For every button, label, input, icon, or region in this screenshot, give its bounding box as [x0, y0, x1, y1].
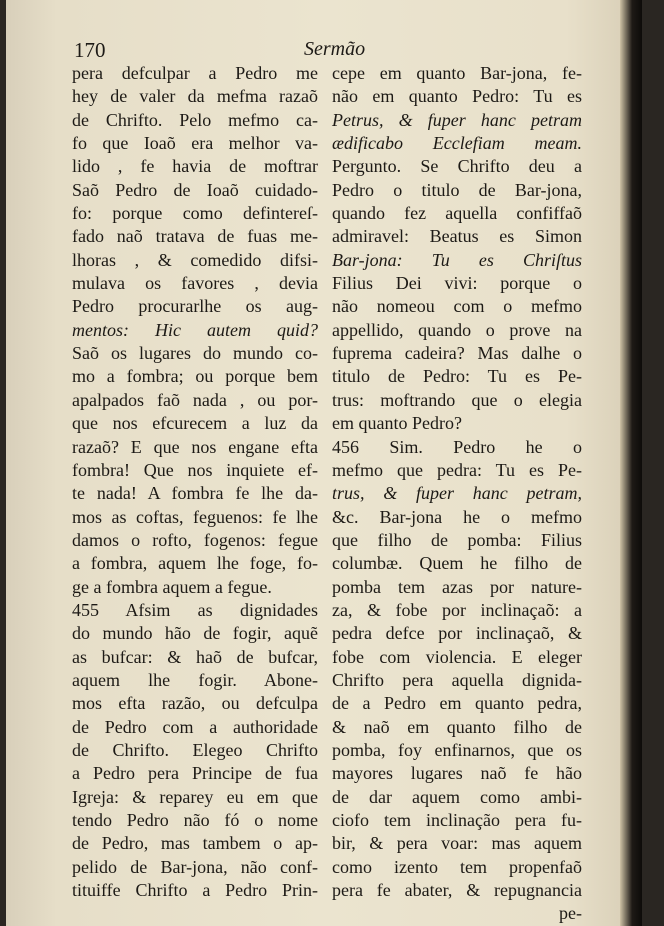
text-line: de dar aquem como ambi- — [332, 786, 582, 807]
text-line: do mundo hão de fogir, aquẽ — [72, 623, 318, 644]
text-line: lhoras , & comedido difsi- — [72, 249, 318, 270]
text-line: fado naõ tratava de fuas me- — [72, 226, 318, 247]
text-line: as bufcar: & haõ de bufcar, — [72, 646, 318, 667]
text-line: Pedro procurarlhe os aug- — [72, 296, 318, 317]
text-line: 456 Sim. Pedro he o — [332, 436, 582, 457]
text-line: Igreja: & reparey eu em que — [72, 786, 318, 807]
left-text-column — [72, 62, 318, 902]
text-line: pera fe abater, & repugnancia — [332, 880, 582, 901]
text-line: lido , fe havia de moftrar — [72, 156, 318, 177]
text-line: Pergunto. Se Chrifto deu a — [332, 156, 582, 177]
text-line: mentos: Hic autem quid? — [72, 319, 318, 340]
text-line: Pedro o titulo de Bar-jona, — [332, 179, 582, 200]
text-line: trus: moftrando que o elegia — [332, 389, 582, 410]
text-line: fuprema cadeira? Mas dalhe o — [332, 343, 582, 364]
text-line: appellido, quando o prove na — [332, 319, 582, 340]
text-line: como izento tem propenfaõ — [332, 856, 582, 877]
text-line: em quanto Pedro? — [332, 413, 462, 434]
text-line: aquem lhe fogir. Abone- — [72, 669, 318, 690]
text-line: mos as coftas, feguenos: fe lhe — [72, 506, 318, 527]
text-line: bir, & pera voar: mas aquem — [332, 833, 582, 854]
text-line: ædificabo Ecclefiam meam. — [332, 133, 582, 154]
text-line: fo que Ioaõ era melhor va- — [72, 133, 318, 154]
text-line: Bar-jona: Tu es Chriſtus — [332, 249, 582, 270]
text-line: columbæ. Quem he filho de — [332, 553, 582, 574]
text-line: Filius Dei vivi: porque o — [332, 273, 582, 294]
right-text-column — [332, 62, 582, 926]
text-line: & naõ em quanto filho de — [332, 716, 582, 737]
text-line: hey de valer da mefma razaõ — [72, 86, 318, 107]
text-line: quando fez aquella confiffaõ — [332, 203, 582, 224]
text-line: ge a fombra aquem a fegue. — [72, 576, 272, 597]
text-line: que nos efcurecem a luz da — [72, 413, 318, 434]
text-line: de a Pedro em quanto pedra, — [332, 693, 582, 714]
page-edge-shadow — [620, 0, 642, 926]
text-line: fo: porque como defintereſ- — [72, 203, 318, 224]
text-line: admiravel: Beatus es Simon — [332, 226, 582, 247]
text-line: de Chrifto. Elegeo Chrifto — [72, 739, 318, 760]
text-line: razaõ? E que nos engane efta — [72, 436, 318, 457]
text-line: mo a fombra; ou porque bem — [72, 366, 318, 387]
text-line: mulava os favores , devia — [72, 273, 318, 294]
book-page — [6, 0, 642, 926]
text-line: pera defculpar a Pedro me — [72, 63, 318, 83]
text-line: a fombra, aquem lhe foge, fo- — [72, 553, 318, 574]
text-line: que filho de pomba: Filius — [332, 529, 582, 550]
text-line: tendo Pedro não fó o nome — [72, 810, 318, 830]
text-line: 455 Afsim as dignidades — [72, 599, 318, 620]
text-line: fombra! Que nos inquiete ef- — [72, 459, 318, 480]
text-line: de Chrifto. Pelo mefmo ca- — [72, 109, 318, 130]
text-line: mefmo que pedra: Tu es Pe- — [332, 459, 582, 480]
text-line: titulo de Pedro: Tu es Pe- — [332, 366, 582, 387]
text-line: Petrus, & fuper hanc petram — [332, 109, 582, 130]
running-title: Sermão — [304, 38, 366, 60]
text-line: &c. Bar-jona he o mefmo — [332, 506, 582, 527]
text-line: pomba tem azas por nature- — [332, 576, 582, 597]
text-line: tituiffe Chrifto a Pedro Prin- — [72, 880, 318, 901]
text-line: Saõ os lugares do mundo co- — [72, 343, 318, 364]
text-line: za, & fobe por inclinaçaõ: a — [332, 599, 582, 620]
text-line: cepe em quanto Bar-jona, fe- — [332, 63, 582, 83]
text-line: de Pedro, mas tambem o ap- — [72, 833, 318, 854]
text-line: ciofo tem inclinação pera fu- — [332, 810, 582, 830]
text-line: fobe com violencia. E eleger — [332, 646, 582, 667]
text-line: pedra defce por inclinaçaõ, & — [332, 623, 582, 644]
text-line: a Pedro pera Principe de fua — [72, 763, 318, 784]
text-line: pe- — [559, 903, 582, 924]
text-line: te nada! A fombra fe lhe da- — [72, 483, 318, 504]
text-line: pomba, foy enfinarnos, que os — [332, 739, 582, 760]
text-line: trus, & fuper hanc petram, — [332, 483, 582, 504]
text-line: mos efta razão, ou defculpa — [72, 693, 318, 714]
text-line: não em quanto Pedro: Tu es — [332, 86, 582, 107]
text-line: apalpados faõ nada , ou por- — [72, 389, 318, 410]
text-line: não nomeou com o mefmo — [332, 296, 582, 317]
text-line: de Pedro com a authoridade — [72, 716, 318, 737]
text-line: Chrifto pera aquella dignida- — [332, 669, 582, 690]
text-line: mayores lugares naõ fe hão — [332, 763, 582, 784]
page-number: 170 — [74, 38, 106, 62]
text-line: Saõ Pedro de Ioaõ cuidado- — [72, 179, 318, 200]
text-line: pelido de Bar-jona, não conf- — [72, 856, 318, 877]
text-line: damos o rofto, fogenos: fegue — [72, 529, 318, 550]
